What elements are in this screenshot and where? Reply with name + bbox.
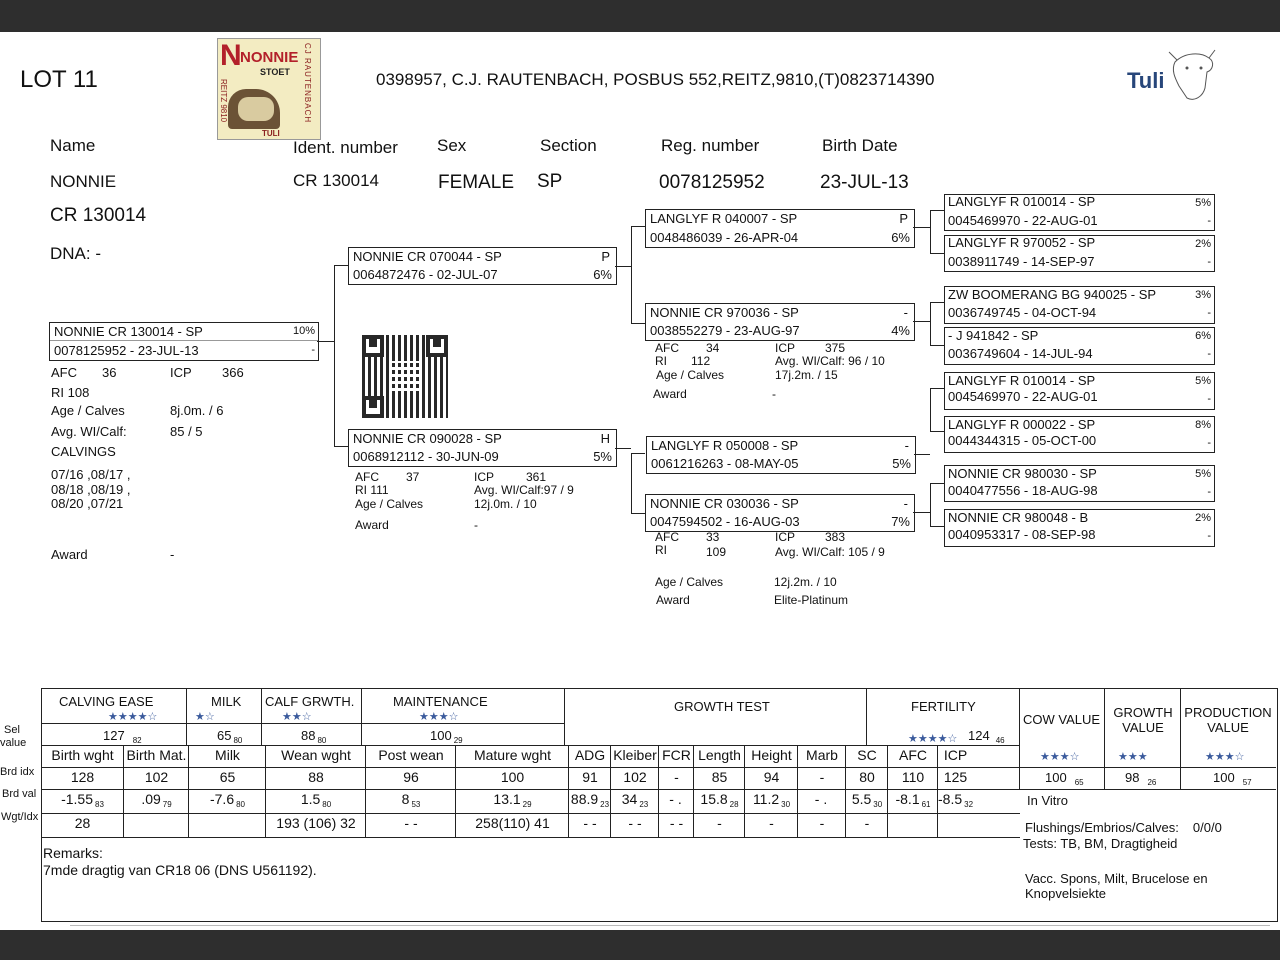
great-grandparent-box-7: NONNIE CR 980030 - SP 5% 0040477556 - 18-AUG-98 - [944,465,1215,502]
subject-afc: 36 [102,365,117,380]
sel-label: Sel [4,724,20,736]
growth-value-stars: ★★★ [1118,751,1148,763]
brd-idx-value: 80 [859,769,875,785]
brd-val-value: -7.6 $_{80}$ [209,791,246,809]
metric-header: ADG [574,747,606,763]
growth-value-header: GROWTH VALUE [1113,705,1173,735]
grandparent-box-3: LANGLYF R 050008 - SP - 0061216263 - 08-MAY-05 5% [646,436,916,474]
connector [317,341,334,342]
footer-divider [70,925,1270,926]
dam-afc: 37 [406,470,420,484]
subject-box: NONNIE CR 130014 - SP 10% 0078125952 - 23-JUL-13 - [49,322,319,361]
milk-stars: ★☆ [195,711,215,723]
animal-ident: CR 130014 [293,171,380,190]
in-vitro: In Vitro [1027,793,1068,808]
name-label: Name [50,136,96,155]
metric-column [42,745,123,837]
connector [615,448,631,449]
tuli-logo: Tuli [1125,48,1217,106]
connector [930,210,931,254]
connector [615,266,631,267]
brd-val-value: 13.1 $_{29}$ [493,791,532,809]
gp4-afc-label: AFC [655,530,679,544]
cow-value-header: COW VALUE [1023,712,1101,727]
brd-val-value: 5.5 $_{30}$ [851,791,883,809]
metric-header: Wean wght [281,747,351,763]
brd-val-value: 34 $_{23}$ [621,791,649,809]
subject-wi: 85 / 5 [170,424,203,439]
great-grandparent-box-8: NONNIE CR 980048 - B 2% 0040953317 - 08-SEP-98 - [944,509,1215,547]
subject-icp-label: ICP [170,365,192,380]
bottom-bar [0,930,1280,960]
gp4-award-label: Award [656,593,690,607]
gp2-ri-label: RI [655,354,667,368]
sel-maintenance: 100 $_{29}$ [430,728,463,745]
dna-info: DNA: - [50,244,101,263]
animal-sex: FEMALE [438,172,515,193]
connector [631,453,632,514]
col-separator [261,689,262,745]
brd-val-value: -1.55 $_{83}$ [61,791,104,809]
subject-afc-label: AFC [51,365,77,380]
wgt-idx-value: 258(110) 41 [475,815,550,831]
calf-growth-stars: ★★☆ [282,711,312,723]
connector [334,265,349,266]
wgt-idx-value: - - [669,815,684,831]
connector [930,388,944,389]
connector [913,512,930,513]
col-separator [1104,689,1105,789]
brd-val-value: .09 $_{79}$ [141,791,172,809]
subject-calvings-2: 08/18 ,08/19 , [51,482,131,497]
brd-idx-value: 94 [763,769,780,785]
value-label: value [0,737,27,749]
brd-val-value: 8 $_{53}$ [401,791,421,809]
brd-val-value: 1.5 $_{80}$ [300,791,332,809]
connector [631,226,645,227]
subject-ri: RI 108 [51,385,90,400]
remarks-text: 7mde dragtig van CR18 06 (DNS U561192). [43,862,317,878]
dam-ri: RI 111 [355,483,389,497]
metric-column [744,745,798,837]
dam-age: 12j.0m. / 10 [474,497,537,511]
ident-label: Ident. number [293,138,398,157]
wgt-idx-value: - [864,815,870,831]
connector [930,483,944,484]
connector [334,265,335,446]
breeder-contact: 0398957, C.J. RAUTENBACH, POSBUS 552,REITZ,9810,(T)0823714390 [376,70,935,89]
gp4-ri: 109 [706,545,727,559]
cow-value-idx: 100 $_{65}$ [1045,770,1084,787]
dam-age-label: Age / Calves [355,497,424,511]
brd-val-value: 88.9 $_{23}$ [570,791,610,809]
wgt-idx-value: - - [628,815,642,831]
connector [930,483,931,527]
production-value-header: PRODUCTION VALUE [1184,705,1272,735]
great-grandparent-box-6: LANGLYF R 000022 - SP 8% 0044344315 - 05-OCT-00 - [944,416,1215,453]
metric-column [845,745,888,837]
metric-header: Mature wght [473,747,552,763]
brd-idx-value: 102 [623,769,647,785]
metric-header: ICP [943,747,968,763]
metric-header: SC [857,747,877,763]
sel-calf-growth: 88 $_{80}$ [301,728,327,745]
production-value-stars: ★★★☆ [1205,751,1245,763]
gp4-age-label: Age / Calves [655,575,724,589]
great-grandparent-box-3: ZW BOOMERANG BG 940025 - SP 3% 0036749745 - 04-OCT-94 - [944,286,1215,324]
metric-header: Milk [215,747,240,763]
metric-column [188,745,266,837]
birth-label: Birth Date [822,136,898,155]
gp4-award: Elite-Platinum [774,593,849,607]
animal-reg: 0078125952 [659,172,765,193]
connector [631,453,645,454]
nonnie-logo: N NONNIE STOET CJ RAUTENBACH REITZ 9810 TULI [217,38,321,140]
gp2-icp: 375 [825,341,846,355]
dam-box: NONNIE CR 090028 - SP H 0068912112 - 30-JUN-09 5% [348,429,617,467]
wgt-idx-label: Wgt/Idx [1,811,39,823]
gp4-ri-label: RI [655,543,667,557]
brd-idx-value: 100 [500,769,525,785]
gp2-age: 17j.2m. / 15 [775,368,838,382]
metric-column [455,745,569,837]
gp2-award-label: Award [653,387,687,401]
gp4-age: 12j.2m. / 10 [774,575,837,589]
gp4-icp: 383 [825,530,846,544]
brd-val-label: Brd val [2,788,37,800]
dam-icp-label: ICP [474,470,495,484]
brd-val-value: -8.5 $_{32}$ [938,791,974,809]
subject-award: - [170,547,175,562]
subject-wi-label: Avg. WI/Calf: [51,424,127,439]
top-bar [0,0,1280,32]
dam-icp: 361 [526,470,547,484]
sel-calving-ease: 127 $_{82}$ [103,728,142,745]
gp2-icp-label: ICP [775,341,796,355]
animal-section: SP [537,171,563,192]
connector [930,302,944,303]
brd-idx-label: Brd idx [0,766,35,778]
dam-award-label: Award [355,518,389,532]
connector [631,323,645,324]
brd-val-value: - . [669,791,682,807]
metric-header: Birth Mat. [126,747,187,763]
brd-idx-value: 91 [582,769,598,785]
gp4-afc: 33 [706,530,720,544]
great-grandparent-box-4: - J 941842 - SP 6% 0036749604 - 14-JUL-94 - [944,327,1215,365]
qr-code [362,335,448,418]
metric-header: Height [751,747,792,763]
col-separator [1180,689,1181,789]
dam-award: - [474,518,478,532]
sire-box: NONNIE CR 070044 - SP P 0064872476 - 02-JUL-07 6% [348,247,617,285]
section-label: Section [540,136,597,155]
vaccination-info: Vacc. Spons, Milt, Brucelose en Knopvelsiekte [1025,871,1208,901]
connector [930,388,931,431]
tests-info: Tests: TB, BM, Dragtigheid [1023,836,1178,851]
animal-name: NONNIE [50,172,117,191]
production-value-idx: 100 $_{57}$ [1213,770,1252,787]
col-separator [186,689,187,745]
connector [913,227,930,228]
metric-column [937,745,973,837]
maintenance-stars: ★★★☆ [419,711,459,723]
subject-calvings-1: 07/16 ,08/17 , [51,467,131,482]
growth-value-idx: 98 $_{26}$ [1125,770,1157,787]
connector [930,526,944,527]
metric-column [365,745,456,837]
subject-age-label: Age / Calves [51,403,125,418]
wgt-idx-value: - [717,815,722,831]
gp4-icp-label: ICP [775,530,796,544]
great-grandparent-box-1: LANGLYF R 010014 - SP 5% 0045469970 - 22-AUG-01 - [944,194,1215,231]
fertility-stars: ★★★★☆ [908,733,958,745]
connector [930,431,944,432]
col-separator [361,689,362,745]
metric-header: Length [698,747,741,763]
connector [334,446,349,447]
great-grandparent-box-2: LANGLYF R 970052 - SP 2% 0038911749 - 14-SEP-97 - [944,235,1215,272]
metric-header: Post wean [378,747,444,763]
wgt-idx-value: - - [404,815,418,831]
gp2-afc: 34 [706,341,720,355]
brd-val-value: - . [814,791,828,807]
row-separator [42,723,564,724]
remarks-label: Remarks: [43,845,103,861]
calving-ease-header: CALVING EASE [59,694,154,709]
gp2-age-label: Age / Calves [656,368,725,382]
connector [631,226,632,324]
metric-column [693,745,745,837]
metric-column [568,745,611,837]
sel-fertility: 124 $_{46}$ [968,728,1005,745]
animal-code: CR 130014 [50,205,147,226]
subject-calvings-label: CALVINGS [51,444,116,459]
brd-idx-value: - [819,769,825,785]
metric-column [610,745,659,837]
brd-val-value: -8.1 $_{61}$ [895,791,931,809]
maintenance-header: MAINTENANCE [393,694,488,709]
grandparent-box-1: LANGLYF R 040007 - SP P 0048486039 - 26-APR-04 6% [645,209,915,248]
wgt-idx-value: - [819,815,825,831]
metric-header: Birth wght [51,747,114,763]
connector [914,454,930,455]
wgt-idx-value: 193 (106) 32 [276,815,356,831]
grandparent-box-2: NONNIE CR 970036 - SP - 0038552279 - 23-AUG-97 4% [645,303,915,341]
dam-wi: Avg. WI/Calf:97 / 9 [474,483,574,497]
brd-idx-value: - [674,769,679,785]
calving-ease-stars: ★★★★☆ [108,711,158,723]
connector [930,302,931,346]
connector [913,321,930,322]
gp2-ri: 112 [691,354,711,368]
brd-idx-value: 110 [901,769,925,785]
metric-column [887,745,938,837]
calf-growth-header: CALF GRWTH. [265,694,355,709]
brd-idx-value: 96 [403,769,419,785]
subject-award-label: Award [51,547,88,562]
great-grandparent-box-5: LANGLYF R 010014 - SP 5% 0045469970 - 22-AUG-01 - [944,372,1215,410]
grandparent-box-4: NONNIE CR 030036 - SP - 0047594502 - 16-AUG-03 7% [645,494,915,532]
wgt-idx-value: 28 [74,815,91,831]
animal-birth: 23-JUL-13 [820,172,909,193]
wgt-idx-value: - [769,815,774,831]
metric-header: Kleiber [613,747,657,763]
brd-idx-value: 85 [711,769,728,785]
connector [930,345,944,346]
metric-column [123,745,189,837]
brd-val-value: 15.8 $_{28}$ [700,791,739,809]
brd-idx-value: 65 [219,769,236,785]
metric-header: AFC [899,747,927,763]
fertility-header: FERTILITY [911,699,976,714]
gp2-award: - [772,387,776,401]
metric-column [797,745,846,837]
flushings-info: Flushings/Embrios/Calves: 0/0/0 [1025,820,1222,835]
dam-afc-label: AFC [355,470,379,484]
milk-header: MILK [211,694,242,709]
brd-idx-value: 125 [943,769,968,785]
subject-calvings-3: 08/20 ,07/21 [51,496,124,511]
subject-age: 8j.0m. / 6 [170,403,224,418]
connector [631,513,645,514]
sel-milk: 65 $_{80}$ [217,728,243,745]
gp2-afc-label: AFC [655,341,679,355]
sex-label: Sex [437,136,467,155]
growth-test-header: GROWTH TEST [674,699,770,714]
gp2-wi: Avg. WI/Calf: 96 / 10 [775,354,885,368]
metric-header: Marb [806,747,838,763]
subject-icp: 366 [222,365,244,380]
wgt-idx-value: - - [583,815,597,831]
metric-header: FCR [662,747,691,763]
brd-idx-value: 128 [70,769,95,785]
metric-column [658,745,694,837]
metric-column [265,745,366,837]
cow-value-stars: ★★★☆ [1040,751,1080,763]
brd-idx-value: 102 [144,769,169,785]
gp4-wi: Avg. WI/Calf: 105 / 9 [775,545,885,559]
reg-label: Reg. number [661,136,760,155]
row-separator [42,837,1020,838]
brd-idx-value: 88 [308,769,324,785]
metrics-columns [42,745,1020,837]
col-separator [564,689,565,745]
lot-number: LOT 11 [20,66,98,93]
connector [930,253,944,254]
col-separator [866,689,867,745]
brd-val-value: 11.2 $_{30}$ [752,791,791,809]
connector [930,210,944,211]
